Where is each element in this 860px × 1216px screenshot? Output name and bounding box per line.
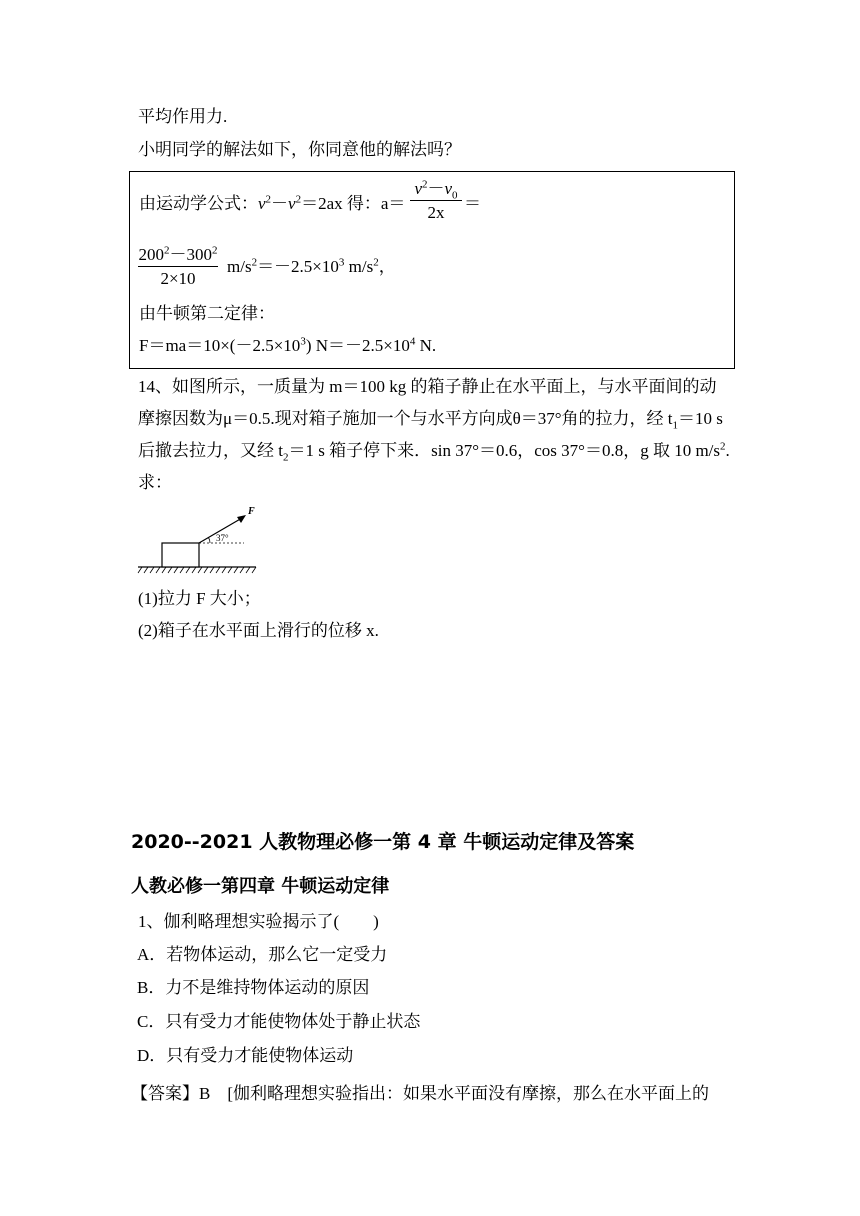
question-14-line: 后撤去拉力，又经 $t_2=1$ s 箱子停下来．sin 37°＝0.6，cos 37°＝0.8，g 取 10 $m/s^2$.	[138, 440, 730, 464]
question-14-line: 14、如图所示，一质量为 m＝100 kg 的箱子静止在水平面上，与水平面间的动	[138, 377, 717, 396]
text-line: 小明同学的解法如下，你同意他的解法吗？	[138, 140, 461, 159]
answer-line	[131, 1083, 709, 1105]
option-b: B．力不是维持物体运动的原因	[137, 978, 370, 997]
solution-newton-label: 由牛顿第二定律：	[139, 304, 275, 323]
equals-sign: ＝	[464, 194, 481, 213]
box-block	[162, 543, 199, 567]
option-a: A．若物体运动，那么它一定受力	[137, 945, 388, 964]
option-c: C．只有受力才能使物体处于静止状态	[137, 1012, 421, 1031]
question-14-line: 求：	[138, 473, 172, 492]
angle-label: 37°	[216, 533, 229, 543]
text-line: 平均作用力.	[138, 107, 228, 126]
answer-label: 【答案】	[131, 1084, 199, 1103]
fraction-acceleration: $\frac{v^2-v_0}{2x}$	[410, 178, 462, 225]
box-force-diagram	[136, 503, 260, 577]
question-14-line: 摩擦因数为μ＝0.5.现对箱子施加一个与水平方向成θ＝37°角的拉力，经 $t_1=10$ s	[138, 409, 723, 432]
solution-force-line: $F=ma=10\times(-2.5\times 10^3)$ $N=-2.5\times 10^4$ N.	[139, 335, 437, 355]
answer-text: B [伽利略理想实验指出：如果水平面没有摩擦，那么在水平面上的	[199, 1084, 709, 1103]
section-title: 2020--2021 人教物理必修一第 4 章 牛顿运动定律及答案	[131, 831, 635, 853]
section-subtitle: 人教必修一第四章 牛顿运动定律	[131, 876, 390, 897]
force-label: F	[248, 506, 255, 517]
option-d: D．只有受力才能使物体运动	[137, 1046, 354, 1065]
solution-result-line: $m/s^2=-2.5\times 10^3$ $m/s^2$，	[227, 256, 396, 276]
sub-question: (1)拉力 F 大小；	[138, 589, 261, 608]
question-1-stem: 1、伽利略理想实验揭示了( )	[138, 912, 379, 931]
solution-kinematics-line: 由运动学公式：$v^2-v^2=2ax$ 得：a＝	[139, 193, 406, 213]
fraction-numeric: $\frac{200^2-300^2}{2\times 10}$	[138, 244, 218, 291]
sub-question: (2)箱子在水平面上滑行的位移 x.	[138, 621, 379, 640]
